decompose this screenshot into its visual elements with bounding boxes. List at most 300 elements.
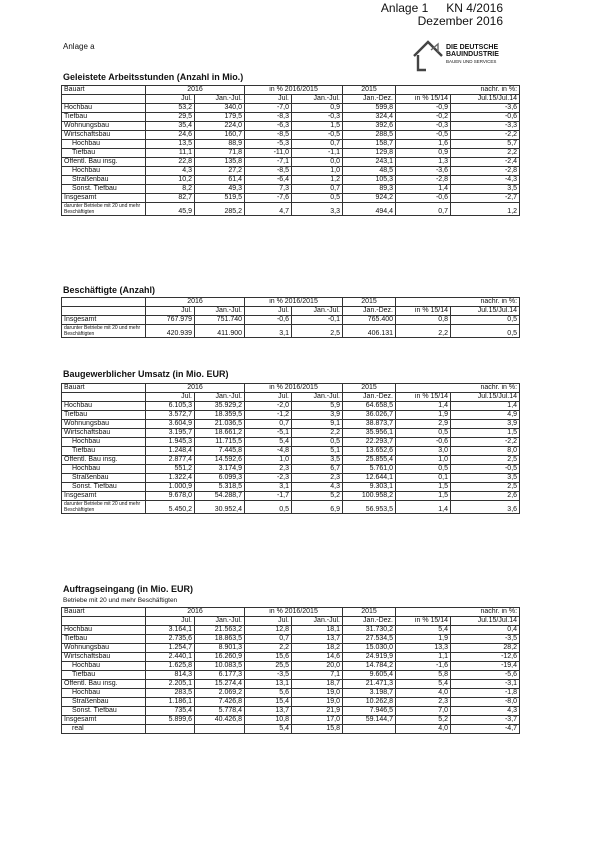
value-cell: 519,5 [195, 194, 245, 203]
value-cell: 13,5 [146, 140, 195, 149]
row-label: darunter Betriebe mit 20 und mehr Beschäftigten [62, 203, 146, 216]
value-cell: 2,3 [292, 474, 343, 483]
value-cell: -0,6 [451, 113, 520, 122]
value-cell: 4,9 [451, 411, 520, 420]
value-cell: 10,2 [146, 176, 195, 185]
value-cell: 288,5 [343, 131, 396, 140]
value-cell: 5.761,0 [343, 465, 396, 474]
value-cell: 2,9 [396, 420, 451, 429]
header-cell: Jul.15/Jul.14 [451, 307, 520, 316]
header-cell: 2016 [146, 86, 245, 95]
header-cell: Jul.15/Jul.14 [451, 95, 520, 104]
value-cell: 1,0 [245, 456, 292, 465]
row-label: Tiefbau [62, 149, 146, 158]
table-auftragseingang [61, 607, 520, 734]
value-cell: -1,1 [292, 149, 343, 158]
value-cell: 3,0 [396, 447, 451, 456]
header-cell: Jul.15/Jul.14 [451, 617, 520, 626]
row-label: Wirtschaftsbau [62, 131, 146, 140]
value-cell: -1,7 [245, 492, 292, 501]
header-cell: Jul. [245, 307, 292, 316]
value-cell: 6.177,3 [195, 671, 245, 680]
value-cell: -7,0 [245, 104, 292, 113]
table-row [62, 158, 520, 167]
value-cell: 45,9 [146, 203, 195, 216]
value-cell: -0,6 [245, 316, 292, 325]
value-cell: 494,4 [343, 203, 396, 216]
section-subtitle-auftragseingang: Betriebe mit 20 und mehr Beschäftigten [63, 597, 178, 604]
value-cell: 0,5 [245, 501, 292, 514]
table-row [62, 131, 520, 140]
value-cell: 7,1 [292, 671, 343, 680]
header-cell: Jan.-Jul. [292, 95, 343, 104]
value-cell: 5.778,4 [195, 707, 245, 716]
header-cell: Jan.-Dez. [343, 617, 396, 626]
section-title-beschaeftigte: Beschäftigte (Anzahl) [63, 285, 156, 295]
table-umsatz [61, 383, 520, 514]
table-header-row [62, 307, 520, 316]
kn-label: KN 4/2016 [446, 1, 503, 15]
value-cell: 6,9 [292, 501, 343, 514]
value-cell: 6,7 [292, 465, 343, 474]
value-cell: 2,2 [292, 429, 343, 438]
value-cell: 1.945,3 [146, 438, 195, 447]
value-cell: -7,6 [245, 194, 292, 203]
table-row [62, 644, 520, 653]
value-cell: -3,7 [451, 716, 520, 725]
value-cell: 13,7 [245, 707, 292, 716]
value-cell: 283,5 [146, 689, 195, 698]
table-row [62, 411, 520, 420]
table-row [62, 185, 520, 194]
value-cell: 21.471,3 [343, 680, 396, 689]
value-cell: 7,3 [245, 185, 292, 194]
value-cell: 3,5 [451, 474, 520, 483]
value-cell: 21,9 [292, 707, 343, 716]
value-cell: 5,4 [245, 438, 292, 447]
value-cell: 15,6 [245, 653, 292, 662]
table-row [62, 635, 520, 644]
header-cell: Jan.-Jul. [195, 95, 245, 104]
value-cell: 0,7 [245, 635, 292, 644]
value-cell: 2,2 [451, 149, 520, 158]
header-cell: nachr. in %: [396, 86, 520, 95]
value-cell: -4,7 [451, 725, 520, 734]
value-cell: 53,2 [146, 104, 195, 113]
value-cell: 30.952,4 [195, 501, 245, 514]
value-cell: 40.426,8 [195, 716, 245, 725]
value-cell: 751.740 [195, 316, 245, 325]
row-label: Hochbau [62, 662, 146, 671]
value-cell: 158,7 [343, 140, 396, 149]
value-cell: 5,4 [245, 725, 292, 734]
value-cell: 3.195,7 [146, 429, 195, 438]
value-cell: 5,4 [396, 626, 451, 635]
value-cell: -1,8 [451, 689, 520, 698]
table-row [62, 104, 520, 113]
value-cell: 1.322,4 [146, 474, 195, 483]
value-cell: 735,4 [146, 707, 195, 716]
table-row [62, 429, 520, 438]
value-cell: 25,5 [245, 662, 292, 671]
value-cell: 324,4 [343, 113, 396, 122]
table-row [62, 420, 520, 429]
value-cell: 14.784,2 [343, 662, 396, 671]
value-cell: -5,1 [245, 429, 292, 438]
value-cell: -3,5 [245, 671, 292, 680]
value-cell: 13,3 [396, 644, 451, 653]
header-cell [62, 95, 146, 104]
row-label: Wohnungsbau [62, 420, 146, 429]
value-cell: 35,4 [146, 122, 195, 131]
value-cell: 2.205,1 [146, 680, 195, 689]
value-cell: 420.939 [146, 325, 195, 338]
value-cell: 2,2 [245, 644, 292, 653]
header-cell: Bauart [62, 608, 146, 617]
value-cell: 49,3 [195, 185, 245, 194]
value-cell: -2,8 [451, 167, 520, 176]
row-label: Wohnungsbau [62, 644, 146, 653]
table-header-row [62, 617, 520, 626]
value-cell: 0,7 [245, 420, 292, 429]
value-cell: 9,1 [292, 420, 343, 429]
row-label: Tiefbau [62, 635, 146, 644]
value-cell: 19,0 [292, 689, 343, 698]
row-label: Hochbau [62, 167, 146, 176]
bauindustrie-logo [412, 38, 522, 78]
header-cell: Jan.-Jul. [195, 393, 245, 402]
row-label: darunter Betriebe mit 20 und mehr Beschäftigten [62, 325, 146, 338]
value-cell: -2,0 [245, 402, 292, 411]
value-cell: 22.293,7 [343, 438, 396, 447]
table-row [62, 492, 520, 501]
value-cell: 814,3 [146, 671, 195, 680]
table-header-row [62, 86, 520, 95]
value-cell: 10,8 [245, 716, 292, 725]
house-logo-icon [412, 38, 444, 74]
value-cell: 9.605,4 [343, 671, 396, 680]
value-cell: -5,6 [451, 671, 520, 680]
value-cell: 19,0 [292, 698, 343, 707]
header-cell: in % 2016/2015 [245, 608, 343, 617]
value-cell: -2,3 [245, 474, 292, 483]
value-cell: 2,5 [451, 483, 520, 492]
value-cell: 0,5 [396, 465, 451, 474]
value-cell: 2,5 [292, 325, 343, 338]
header-cell: Jul. [146, 307, 195, 316]
value-cell: 285,2 [195, 203, 245, 216]
value-cell: 392,6 [343, 122, 396, 131]
header-cell: 2016 [146, 384, 245, 393]
table-row [62, 325, 520, 338]
value-cell: 135,8 [195, 158, 245, 167]
date-label: Dezember 2016 [417, 14, 503, 28]
value-cell: -8,5 [245, 131, 292, 140]
value-cell: 4,3 [146, 167, 195, 176]
value-cell: 0,5 [396, 429, 451, 438]
row-label: Tiefbau [62, 113, 146, 122]
value-cell: 88,9 [195, 140, 245, 149]
row-label: darunter Betriebe mit 20 und mehr Beschäftigten [62, 501, 146, 514]
table-arbeitsstunden [61, 85, 520, 216]
header-cell: in % 15/14 [396, 393, 451, 402]
value-cell: 27.534,5 [343, 635, 396, 644]
value-cell: 61,4 [195, 176, 245, 185]
table-header-row [62, 393, 520, 402]
value-cell: 4,0 [396, 689, 451, 698]
header-cell: 2015 [343, 86, 396, 95]
header-cell: Jan.-Dez. [343, 393, 396, 402]
value-cell: 3.174,9 [195, 465, 245, 474]
value-cell: 25.855,4 [343, 456, 396, 465]
header-cell: Jan.-Dez. [343, 307, 396, 316]
row-label: Sonst. Tiefbau [62, 707, 146, 716]
value-cell: -3,5 [451, 635, 520, 644]
row-label: real [62, 725, 146, 734]
value-cell: 18.359,5 [195, 411, 245, 420]
value-cell: 2.877,4 [146, 456, 195, 465]
value-cell: 1,6 [396, 140, 451, 149]
value-cell: 18,1 [292, 626, 343, 635]
value-cell: 0,8 [396, 316, 451, 325]
row-label: Hochbau [62, 626, 146, 635]
header-cell: nachr. in %: [396, 298, 520, 307]
value-cell: 1,9 [396, 411, 451, 420]
value-cell: 11.715,5 [195, 438, 245, 447]
header-cell: nachr. in %: [396, 384, 520, 393]
value-cell: 9.678,0 [146, 492, 195, 501]
value-cell: 1,5 [396, 483, 451, 492]
header-cell: 2015 [343, 298, 396, 307]
value-cell: -19,4 [451, 662, 520, 671]
value-cell: 1,2 [451, 203, 520, 216]
table-row [62, 167, 520, 176]
value-cell: 29,5 [146, 113, 195, 122]
row-label: Wirtschaftsbau [62, 429, 146, 438]
value-cell: -4,3 [451, 176, 520, 185]
value-cell: -3,6 [451, 104, 520, 113]
value-cell: 1,4 [396, 402, 451, 411]
value-cell: 36.026,7 [343, 411, 396, 420]
table-header-row [62, 95, 520, 104]
value-cell: 1.248,4 [146, 447, 195, 456]
value-cell: 0,9 [292, 104, 343, 113]
value-cell: -11,0 [245, 149, 292, 158]
header-cell: in % 2016/2015 [245, 86, 343, 95]
value-cell: 2,5 [451, 456, 520, 465]
value-cell: 2.069,2 [195, 689, 245, 698]
value-cell: -0,6 [396, 438, 451, 447]
value-cell: 35.929,2 [195, 402, 245, 411]
value-cell: 21.563,2 [195, 626, 245, 635]
value-cell: -3,3 [451, 122, 520, 131]
value-cell [343, 725, 396, 734]
value-cell: 100.958,2 [343, 492, 396, 501]
value-cell: 129,8 [343, 149, 396, 158]
value-cell: 15,4 [245, 698, 292, 707]
logo-line1: DIE DEUTSCHE [446, 44, 499, 51]
value-cell: 1,4 [451, 402, 520, 411]
section-title-arbeitsstunden: Geleistete Arbeitsstunden (Anzahl in Mio.) [63, 72, 244, 82]
value-cell: -5,3 [245, 140, 292, 149]
value-cell: -0,5 [396, 131, 451, 140]
table-row [62, 698, 520, 707]
value-cell: 10.083,5 [195, 662, 245, 671]
row-label: Hochbau [62, 465, 146, 474]
value-cell: 13,7 [292, 635, 343, 644]
value-cell: 5,9 [292, 402, 343, 411]
value-cell: 5,2 [396, 716, 451, 725]
value-cell: 6.099,3 [195, 474, 245, 483]
value-cell [146, 725, 195, 734]
value-cell: -2,2 [451, 131, 520, 140]
table-row [62, 176, 520, 185]
value-cell: 24,6 [146, 131, 195, 140]
row-label: Insgesamt [62, 716, 146, 725]
value-cell: -0,5 [451, 465, 520, 474]
header-cell [62, 298, 146, 307]
value-cell: 3,1 [245, 483, 292, 492]
header-cell: 2015 [343, 608, 396, 617]
row-label: Sonst. Tiefbau [62, 483, 146, 492]
header-cell [62, 307, 146, 316]
table-row [62, 671, 520, 680]
table-row [62, 680, 520, 689]
table-row [62, 203, 520, 216]
value-cell: 551,2 [146, 465, 195, 474]
header-cell: Jan.-Jul. [292, 617, 343, 626]
value-cell: 21.036,5 [195, 420, 245, 429]
value-cell: 1,4 [396, 501, 451, 514]
value-cell: 7.426,8 [195, 698, 245, 707]
header-cell: in % 2016/2015 [245, 298, 343, 307]
value-cell: 6.105,3 [146, 402, 195, 411]
row-label: Wohnungsbau [62, 122, 146, 131]
value-cell: -3,1 [451, 680, 520, 689]
table-header-row [62, 608, 520, 617]
section-title-auftragseingang: Auftragseingang (in Mio. EUR) [63, 584, 193, 594]
value-cell: 765.400 [343, 316, 396, 325]
value-cell: 5,4 [396, 680, 451, 689]
value-cell: -0,9 [396, 104, 451, 113]
header-cell: Jul. [146, 393, 195, 402]
value-cell: 0,7 [396, 203, 451, 216]
value-cell: 11,1 [146, 149, 195, 158]
header-cell: Jul.15/Jul.14 [451, 393, 520, 402]
value-cell: 767.979 [146, 316, 195, 325]
value-cell: -2,2 [451, 438, 520, 447]
table-row [62, 662, 520, 671]
value-cell: 7.946,5 [343, 707, 396, 716]
header-cell: Jan.-Jul. [292, 393, 343, 402]
value-cell: 59.144,7 [343, 716, 396, 725]
value-cell: 0,5 [292, 194, 343, 203]
value-cell: 1,5 [396, 492, 451, 501]
value-cell: 2,3 [245, 465, 292, 474]
value-cell: 924,2 [343, 194, 396, 203]
table-beschaeftigte [61, 297, 520, 338]
value-cell: 2,2 [396, 325, 451, 338]
value-cell: 3,9 [451, 420, 520, 429]
value-cell: 3,6 [451, 501, 520, 514]
value-cell: 8,2 [146, 185, 195, 194]
value-cell: 8,0 [451, 447, 520, 456]
anlage-a-label: Anlage a [63, 42, 95, 51]
table-row [62, 474, 520, 483]
value-cell: 4,3 [292, 483, 343, 492]
table-row [62, 149, 520, 158]
value-cell: -0,5 [292, 131, 343, 140]
value-cell: 31.730,2 [343, 626, 396, 635]
value-cell: 89,3 [343, 185, 396, 194]
value-cell: 18.661,2 [195, 429, 245, 438]
value-cell: 3,9 [292, 411, 343, 420]
value-cell: -2,7 [451, 194, 520, 203]
table-row [62, 716, 520, 725]
anlage-label: Anlage 1 [380, 1, 429, 15]
table-row [62, 653, 520, 662]
row-label: Insgesamt [62, 492, 146, 501]
value-cell: 1,5 [292, 122, 343, 131]
header-cell: Jan.-Jul. [195, 617, 245, 626]
value-cell [195, 725, 245, 734]
table-row [62, 194, 520, 203]
row-label: Tiefbau [62, 671, 146, 680]
value-cell: 8.901,3 [195, 644, 245, 653]
value-cell: -7,1 [245, 158, 292, 167]
value-cell: 4,7 [245, 203, 292, 216]
value-cell: 2.735,6 [146, 635, 195, 644]
value-cell: 0,5 [451, 325, 520, 338]
row-label: Straßenbau [62, 176, 146, 185]
value-cell: -8,3 [245, 113, 292, 122]
value-cell: 1,3 [396, 158, 451, 167]
value-cell: 1,4 [396, 185, 451, 194]
row-label: Hochbau [62, 438, 146, 447]
table-row [62, 122, 520, 131]
value-cell: 18,7 [292, 680, 343, 689]
value-cell: 5.450,2 [146, 501, 195, 514]
table-row [62, 707, 520, 716]
value-cell: -12,6 [451, 653, 520, 662]
logo-line2: BAUINDUSTRIE [446, 51, 499, 58]
value-cell: 10.262,8 [343, 698, 396, 707]
table-row [62, 113, 520, 122]
header-cell: Jul. [245, 617, 292, 626]
value-cell: 12.644,1 [343, 474, 396, 483]
value-cell: 5,1 [292, 447, 343, 456]
row-label: Hochbau [62, 104, 146, 113]
value-cell: -0,3 [292, 113, 343, 122]
value-cell: 15.030,0 [343, 644, 396, 653]
value-cell: 64.658,5 [343, 402, 396, 411]
value-cell: 1,1 [396, 653, 451, 662]
header-cell [62, 617, 146, 626]
value-cell: 243,1 [343, 158, 396, 167]
value-cell: 2,6 [451, 492, 520, 501]
header-cell: 2015 [343, 384, 396, 393]
value-cell: -8,0 [451, 698, 520, 707]
value-cell: 14.592,6 [195, 456, 245, 465]
header-cell [62, 393, 146, 402]
row-label: Öffentl. Bau insg. [62, 456, 146, 465]
value-cell: 1.625,8 [146, 662, 195, 671]
header-cell: 2016 [146, 298, 245, 307]
table-row [62, 501, 520, 514]
value-cell: 56.953,5 [343, 501, 396, 514]
row-label: Straßenbau [62, 698, 146, 707]
value-cell: 1,2 [292, 176, 343, 185]
